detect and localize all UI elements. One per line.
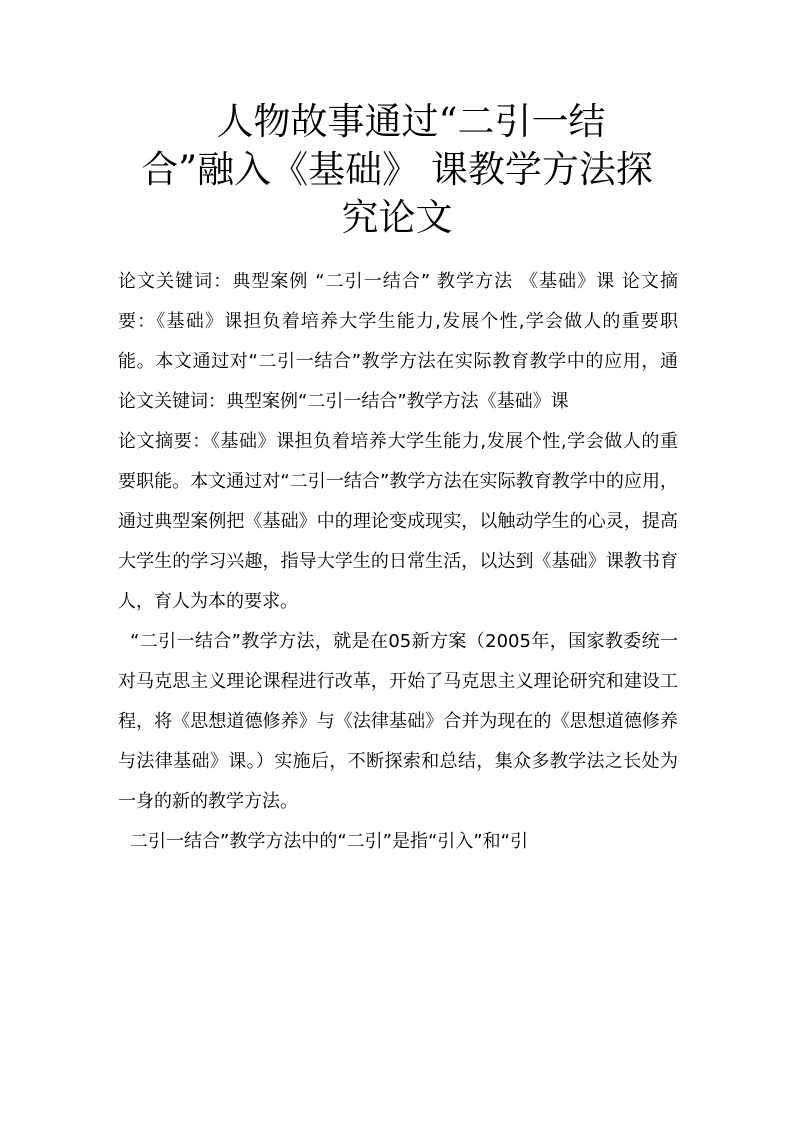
title-line-3: 究论文	[341, 196, 453, 239]
method-paragraph: “二引一结合”教学方法，就是在05新方案（2005年，国家教委统一对马克思主义理论课程进行改革，开始了马克思主义理论研究和建设工程，将《思想道德修养》与《法律基础》合并为现在的《思想道德修养与法律基础》课。）实施后，不断探索和总结，集众多教学法之长处为一身的新的教学方法。	[118, 631, 678, 812]
document-body	[118, 262, 678, 862]
abstract-paragraph: 论文摘要：《基础》课担负着培养大学生能力,发展个性,学会做人的重要职能。本文通过对“二引一结合”教学方法在实际教育教学中的应用，通过典型案例把《基础》中的理论变成现实，以触动学生的心灵，提高大学生的学习兴趣，指导大学生的日常生活，以达到《基础》课教书育人，育人为本的要求。	[118, 431, 678, 612]
keywords-paragraph: 论文关键词：典型案例 “二引一结合” 教学方法 《基础》课 论文摘要：《基础》课担负着培养大学生能力,发展个性,学会做人的重要职能。本文通过对“二引一结合”教学方法在实际教育教学中的应用，通 论文关键词：典型案例“二引一结合”教学方法《基础》课	[118, 271, 678, 412]
method-detail-paragraph: 二引一结合”教学方法中的“二引”是指“引入”和“引	[130, 831, 528, 852]
title-line-1: 人物故事通过“二引一结	[216, 100, 606, 143]
title-line-2: 合”融入《基础》 课教学方法探	[141, 148, 653, 191]
document-title	[100, 98, 694, 242]
